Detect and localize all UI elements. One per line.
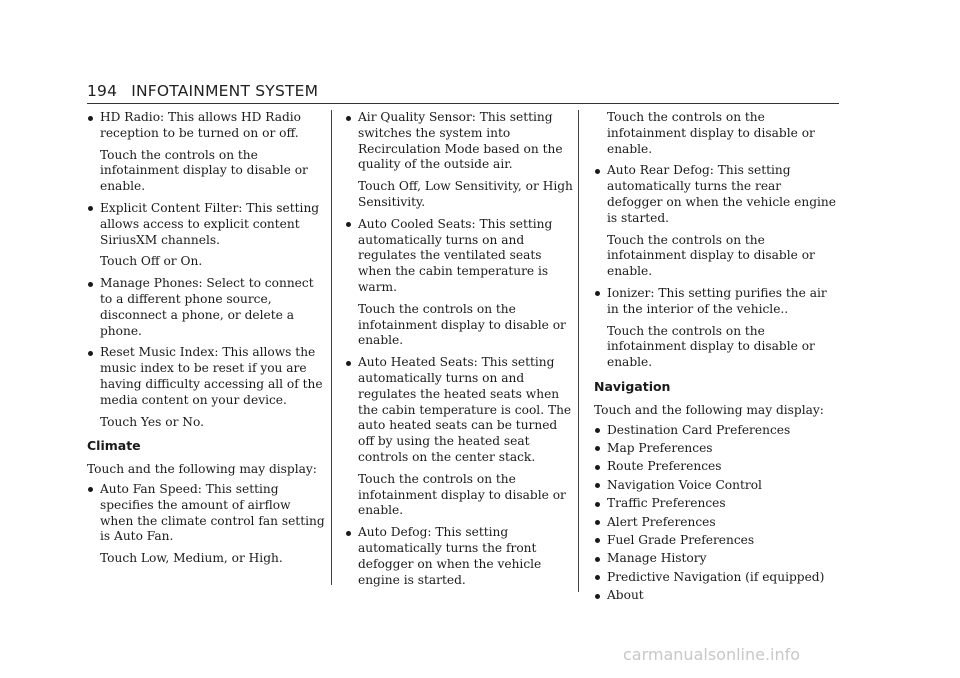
bullet-ionizer: Ionizer: This setting purifies the air in the interior of the vehicle..: [594, 286, 840, 318]
nav-list-item: Predictive Navigation (if equipped): [594, 570, 840, 586]
nav-list-item: Navigation Voice Control: [594, 478, 840, 494]
note-reset-music-index: Touch Yes or No.: [100, 414, 204, 429]
bullet-auto-cooled-seats: Auto Cooled Seats: This setting automatically turns on and regulates the ventilated seats when the cabin temperature is warm.: [345, 217, 577, 296]
climate-intro: Touch and the following may display:: [87, 462, 317, 477]
nav-list-item: About: [594, 588, 840, 604]
nav-list-item: Alert Preferences: [594, 515, 840, 531]
note-air-quality-sensor: Touch Off, Low Sensitivity, or High Sensitivity.: [358, 179, 573, 209]
section-title: INFOTAINMENT SYSTEM: [131, 82, 319, 100]
bullet-explicit-content: Explicit Content Filter: This setting allows access to explicit content SiriusXM channels.: [87, 201, 327, 248]
header-rule: [87, 103, 839, 104]
bullet-auto-fan-speed: Auto Fan Speed: This setting specifies the amount of airflow when the climate control fan setting is Auto Fan.: [87, 482, 327, 545]
note-ionizer: Touch the controls on the infotainment display to disable or enable.: [607, 323, 815, 370]
note-hd-radio: Touch the controls on the infotainment display to disable or enable.: [100, 147, 308, 194]
bullet-hd-radio: HD Radio: This allows HD Radio reception to be turned on or off.: [87, 110, 327, 142]
bullet-manage-phones: Manage Phones: Select to connect to a different phone source, disconnect a phone, or delete a phone.: [87, 276, 327, 339]
bullet-reset-music-index: Reset Music Index: This allows the music index to be reset if you are having difficulty accessing all of the media content on your device.: [87, 345, 327, 408]
watermark: carmanualsonline.info: [623, 645, 801, 664]
column-2: [345, 110, 577, 594]
heading-climate: Climate: [87, 438, 141, 454]
nav-list-item: Fuel Grade Preferences: [594, 533, 840, 549]
nav-list-item: Traffic Preferences: [594, 496, 840, 512]
nav-list-item: Manage History: [594, 551, 840, 567]
navigation-intro: Touch and the following may display:: [594, 402, 824, 417]
page-header: [87, 82, 318, 100]
heading-navigation: Navigation: [594, 378, 671, 394]
column-1: [87, 110, 327, 573]
nav-list-item: Destination Card Preferences: [594, 423, 840, 439]
note-auto-heated-seats: Touch the controls on the infotainment display to disable or enable.: [358, 471, 566, 518]
nav-list-item: Map Preferences: [594, 441, 840, 457]
column-divider-2: [578, 110, 579, 592]
note-auto-cooled-seats: Touch the controls on the infotainment display to disable or enable.: [358, 301, 566, 348]
nav-list-item: Route Preferences: [594, 459, 840, 475]
column-divider-1: [331, 110, 332, 585]
bullet-auto-rear-defog: Auto Rear Defog: This setting automatically turns the rear defogger on when the vehicle engine is started.: [594, 163, 840, 226]
page-number: 194: [87, 82, 118, 100]
bullet-auto-heated-seats: Auto Heated Seats: This setting automatically turns on and regulates the heated seats when the cabin temperature is cool. The auto heated seats can be turned off by using the heated seat controls on the center stack.: [345, 355, 577, 466]
bullet-air-quality-sensor: Air Quality Sensor: This setting switches the system into Recirculation Mode based on the quality of the outside air.: [345, 110, 577, 173]
note-auto-rear-defog: Touch the controls on the infotainment display to disable or enable.: [607, 232, 815, 279]
column-3: [594, 110, 840, 606]
note-auto-defog: Touch the controls on the infotainment display to disable or enable.: [607, 110, 815, 156]
bullet-auto-defog: Auto Defog: This setting automatically turns the front defogger on when the vehicle engine is started.: [345, 525, 577, 588]
navigation-list: [594, 423, 840, 604]
note-auto-fan-speed: Touch Low, Medium, or High.: [100, 551, 283, 566]
note-explicit-content: Touch Off or On.: [100, 254, 203, 269]
